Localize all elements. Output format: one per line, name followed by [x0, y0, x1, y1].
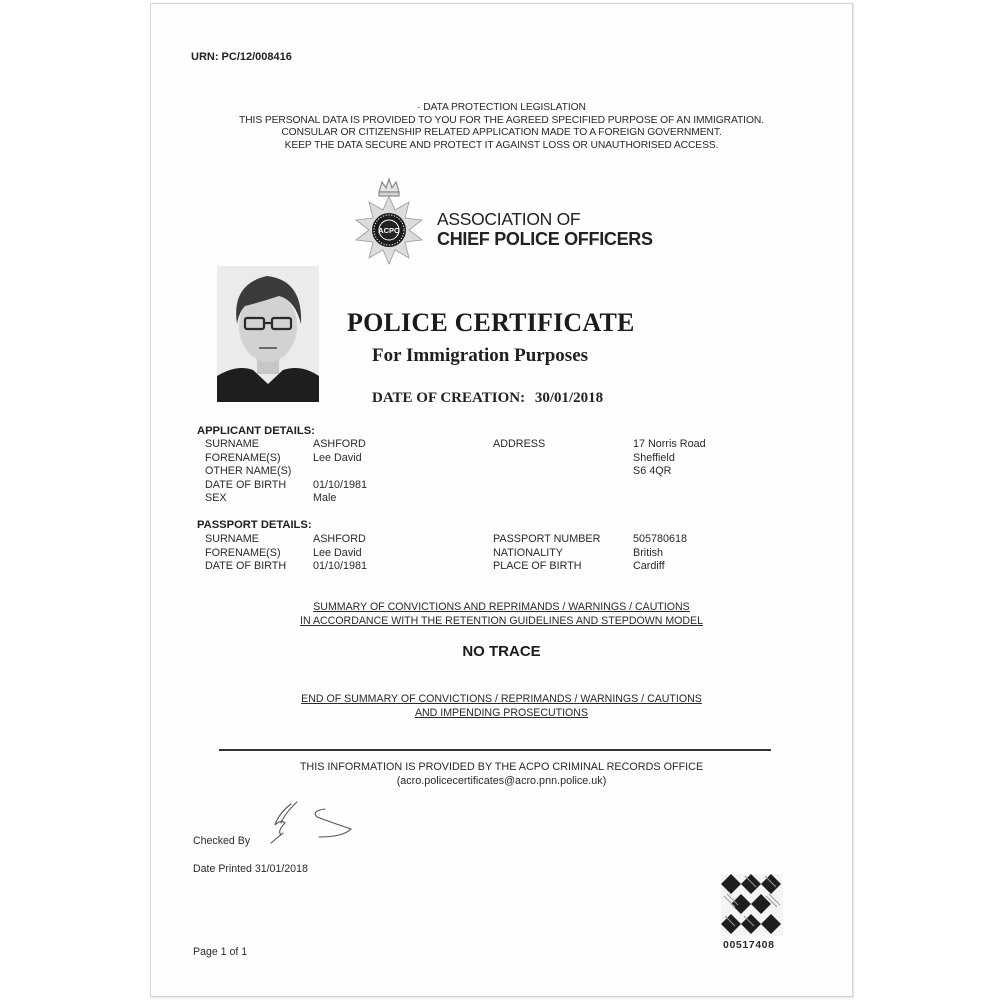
field-label: SURNAME — [205, 438, 259, 450]
field-label: DATE OF BIRTH — [205, 478, 287, 491]
sticker-serial-number: 00517408 — [723, 939, 775, 951]
field-value: ASHFORD — [313, 533, 366, 545]
field-value: 01/10/1981 — [313, 560, 368, 572]
date-of-creation-value: 30/01/2018 — [534, 390, 604, 406]
applicant-details-heading: APPLICANT DETAILS: — [197, 425, 315, 437]
summary-end-line: AND IMPENDING PROSECUTIONS — [414, 706, 589, 719]
signature-icon — [261, 799, 371, 849]
records-office-info — [151, 761, 852, 788]
summary-heading-line: SUMMARY OF CONVICTIONS AND REPRIMANDS / WARNINGS / CAUTIONS — [313, 601, 690, 613]
address-line: 17 Norris Road — [633, 438, 706, 450]
data-protection-heading: · DATA PROTECTION LEGISLATION — [417, 102, 586, 113]
field-value: 505780618 — [633, 533, 688, 545]
address-line: Sheffield — [633, 451, 675, 464]
divider — [219, 749, 771, 751]
field-value: Cardiff — [633, 560, 665, 572]
field-label: FORENAME(S) — [205, 451, 281, 464]
data-protection-line: CONSULAR OR CITIZENSHIP RELATED APPLICATION MADE TO A FOREIGN GOVERNMENT. — [281, 127, 722, 139]
field-label: OTHER NAME(S) — [205, 465, 292, 477]
address-block — [493, 438, 743, 483]
field-label: PASSPORT NUMBER — [493, 533, 601, 545]
organisation-name — [437, 209, 653, 249]
summary-end — [151, 693, 852, 720]
certificate-title: POLICE CERTIFICATE — [347, 308, 635, 337]
applicant-details — [205, 438, 405, 508]
field-label: NATIONALITY — [493, 546, 563, 559]
passport-details-heading: PASSPORT DETAILS: — [197, 519, 312, 531]
organisation-name-line1: ASSOCIATION OF — [437, 209, 581, 229]
records-office-email: (acro.policecertificates@acro.pnn.police.uk) — [396, 774, 607, 787]
data-protection-notice — [151, 102, 852, 152]
address-label: ADDRESS — [493, 438, 546, 450]
urn-reference: URN: PC/12/008416 — [191, 51, 292, 63]
field-value: British — [633, 546, 663, 559]
field-label: SEX — [205, 492, 227, 504]
field-label: SURNAME — [205, 533, 259, 545]
records-office-line: THIS INFORMATION IS PROVIDED BY THE ACPO CRIMINAL RECORDS OFFICE — [299, 761, 704, 773]
organisation-name-line2: CHIEF POLICE OFFICERS — [437, 229, 653, 249]
summary-heading — [151, 601, 852, 628]
address-line: S6 4QR — [633, 465, 672, 477]
conviction-result: NO TRACE — [462, 643, 541, 660]
data-protection-line: THIS PERSONAL DATA IS PROVIDED TO YOU FOR THE AGREED SPECIFIED PURPOSE OF AN IMMIGRATION. — [239, 114, 764, 126]
field-value: Lee David — [313, 451, 362, 464]
hologram-security-sticker-icon — [721, 874, 783, 936]
field-value: Lee David — [313, 546, 362, 559]
police-star-crest-icon — [351, 174, 427, 270]
date-of-creation-label: DATE OF CREATION: — [372, 390, 526, 406]
crest-badge-text: ACPO — [378, 226, 400, 235]
field-value: Male — [313, 492, 337, 504]
field-label: FORENAME(S) — [205, 546, 281, 559]
applicant-photo — [217, 266, 319, 402]
summary-heading-line: IN ACCORDANCE WITH THE RETENTION GUIDELINES AND STEPDOWN MODEL — [300, 614, 703, 627]
certificate-subtitle: For Immigration Purposes — [372, 345, 589, 366]
passport-details-right — [493, 533, 743, 575]
field-label: DATE OF BIRTH — [205, 560, 287, 572]
portrait-icon — [217, 266, 319, 402]
certificate-page — [150, 3, 853, 997]
field-label: PLACE OF BIRTH — [493, 560, 582, 572]
date-of-creation — [372, 390, 603, 407]
page-number: Page 1 of 1 — [193, 946, 248, 958]
summary-end-line: END OF SUMMARY OF CONVICTIONS / REPRIMANDS / WARNINGS / CAUTIONS — [301, 693, 702, 705]
checked-by-label: Checked By — [193, 835, 251, 847]
data-protection-line: KEEP THE DATA SECURE AND PROTECT IT AGAINST LOSS OR UNAUTHORISED ACCESS. — [284, 139, 719, 151]
date-printed: Date Printed 31/01/2018 — [193, 863, 308, 875]
passport-details — [205, 533, 405, 575]
field-value: 01/10/1981 — [313, 478, 368, 491]
field-value: ASHFORD — [313, 438, 366, 450]
